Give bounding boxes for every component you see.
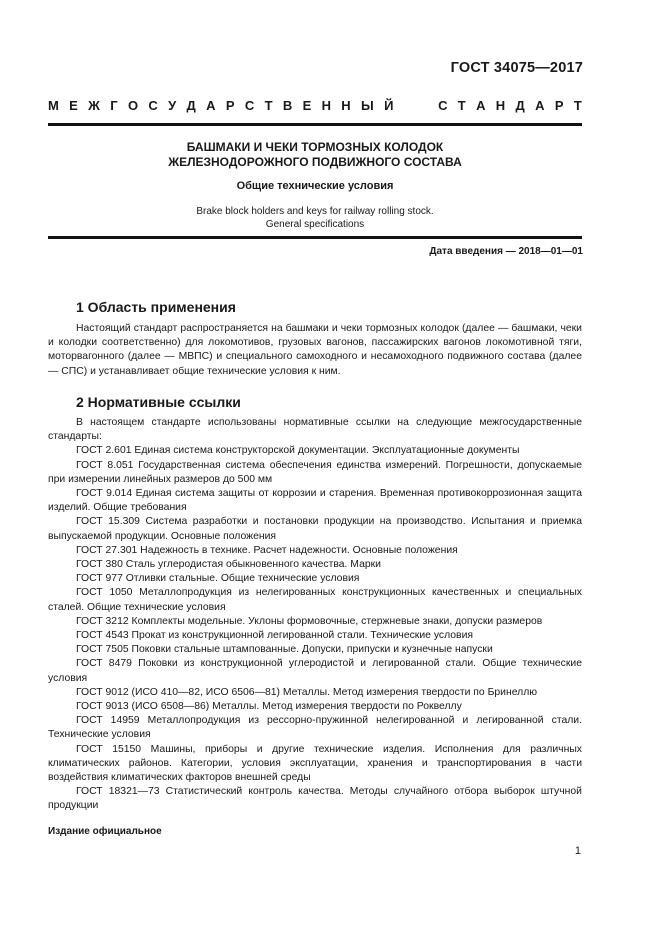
heading-letter: А [206,98,216,113]
heading-letter: Е [302,98,312,113]
heading-letter: Р [554,98,564,113]
document-subtitle: Общие технические условия [236,180,394,192]
reference-item: ГОСТ 8.051 Государственная система обеспечения единства измерений. Погрешности, допускаемые при измерении линейных размеров до 500 мм [48,459,582,485]
heading-letter: Т [573,98,582,113]
interstate-standard-heading [48,98,582,113]
heading-letter: Е [69,98,78,113]
bottom-divider [48,236,582,239]
heading-letter: Н [495,98,506,113]
word-gap [404,98,428,113]
reference-item: ГОСТ 1050 Металлопродукция из нелегированных конструкционных качественных и специальных сталей. Общие технические условия [48,587,582,613]
heading-letter: Н [341,98,351,113]
heading-letter: М [48,98,59,113]
heading-letter: А [535,98,545,113]
reference-item: ГОСТ 4543 Прокат из конструкционной легированной стали. Технические условия [76,630,474,642]
english-title-line: Brake block holders and keys for railway rolling stock. [196,206,434,217]
heading-letter: С [438,98,448,113]
title-line: БАШМАКИ И ЧЕКИ ТОРМОЗНЫХ КОЛОДОК [186,140,444,154]
section-1-body [48,322,582,379]
section-1-title: 1 Область применения [76,299,236,315]
reference-item: ГОСТ 14959 Металлопродукция из рессорно-пружинной нелегированной и легированной стали. Технические условия [48,715,582,741]
reference-item: ГОСТ 15.309 Система разработки и постановки продукции на производство. Испытания и приемка выпускаемой продукции. Основные положения [48,516,582,542]
top-divider [48,123,582,126]
reference-item: ГОСТ 9013 (ИСО 6508—86) Металлы. Метод измерения твердости по Роквеллу [76,701,462,713]
paragraph: Настоящий стандарт распространяется на башмаки и чеки тормозных колодок (далее — башмаки, чеки и колодки соответственно) для локомотивов, грузовых вагонов, пассажирских вагонов локомотивной тяги, моторвагонного (далее — МВПС) и специального самоходного и несамоходного подвижного состава (далее — СПС) и устанавливает общие технические условия к ним. [48,323,582,377]
reference-item: ГОСТ 977 Отливки стальные. Общие технические условия [76,573,360,585]
section-2-body [48,416,582,814]
english-title [48,205,582,231]
reference-item: ГОСТ 18321—73 Статистический контроль качества. Методы случайного отбора выборок штучной продукции [48,786,582,812]
heading-letter: Ы [361,98,374,113]
heading-letter: Ж [88,98,100,113]
gost-number: ГОСТ 34075—2017 [450,60,583,76]
title-line: ЖЕЛЕЗНОДОРОЖНОГО ПОДВИЖНОГО СОСТАВА [168,155,462,169]
heading-letter: Т [457,98,466,113]
heading-letter: У [168,98,177,113]
reference-item: ГОСТ 380 Сталь углеродистая обыкновенного качества. Марки [76,559,381,571]
heading-letter: О [127,98,139,113]
heading-letter: Д [186,98,196,113]
document-title [48,140,582,170]
reference-item: ГОСТ 2.601 Единая система конструкторской документации. Эксплуатационные документы [76,445,520,457]
official-edition-label: Издание официальное [48,826,162,837]
introduction-date: Дата введения — 2018—01—01 [429,246,583,257]
section-2-title: 2 Нормативные ссылки [76,394,241,410]
reference-item: ГОСТ 9012 (ИСО 410—82, ИСО 6506—81) Металлы. Метод измерения твердости по Бринеллю [76,686,538,698]
heading-letter: С [148,98,158,113]
heading-letter: С [244,98,255,113]
reference-item: ГОСТ 7505 Поковки стальные штампованные. Допуски, припуски и кузнечные напуски [76,644,493,656]
heading-letter: В [282,98,293,113]
reference-item: ГОСТ 8479 Поковки из конструкционной углеродистой и легированной стали. Общие технические условия [48,658,582,684]
heading-letter: Д [515,98,525,113]
paragraph: В настоящем стандарте использованы нормативные ссылки на следующие межгосударственные стандарты: [48,417,582,443]
page-number: 1 [574,845,581,857]
heading-letter: Н [321,98,331,113]
heading-letter: Т [264,98,273,113]
heading-letter: Р [225,98,235,113]
english-title-line: General specifications [265,219,365,230]
reference-item: ГОСТ 3212 Комплекты модельные. Уклоны формовочные, стержневые знаки, допуски размеров [76,615,543,627]
heading-letter: А [476,98,486,113]
reference-item: ГОСТ 9.014 Единая система защиты от коррозии и старения. Временная противокоррозионная защита изделий. Общие требования [48,488,582,514]
reference-item: ГОСТ 15150 Машины, приборы и другие технические изделия. Исполнения для различных климатических районов. Категории, условия эксплуатации, хранения и транспортирования в части воздействия климатических факторов внешней среды [48,743,582,784]
heading-letter: Г [110,98,118,113]
reference-item: ГОСТ 27.301 Надежность в технике. Расчет надежности. Основные положения [76,544,458,556]
heading-letter: Й [384,98,394,113]
